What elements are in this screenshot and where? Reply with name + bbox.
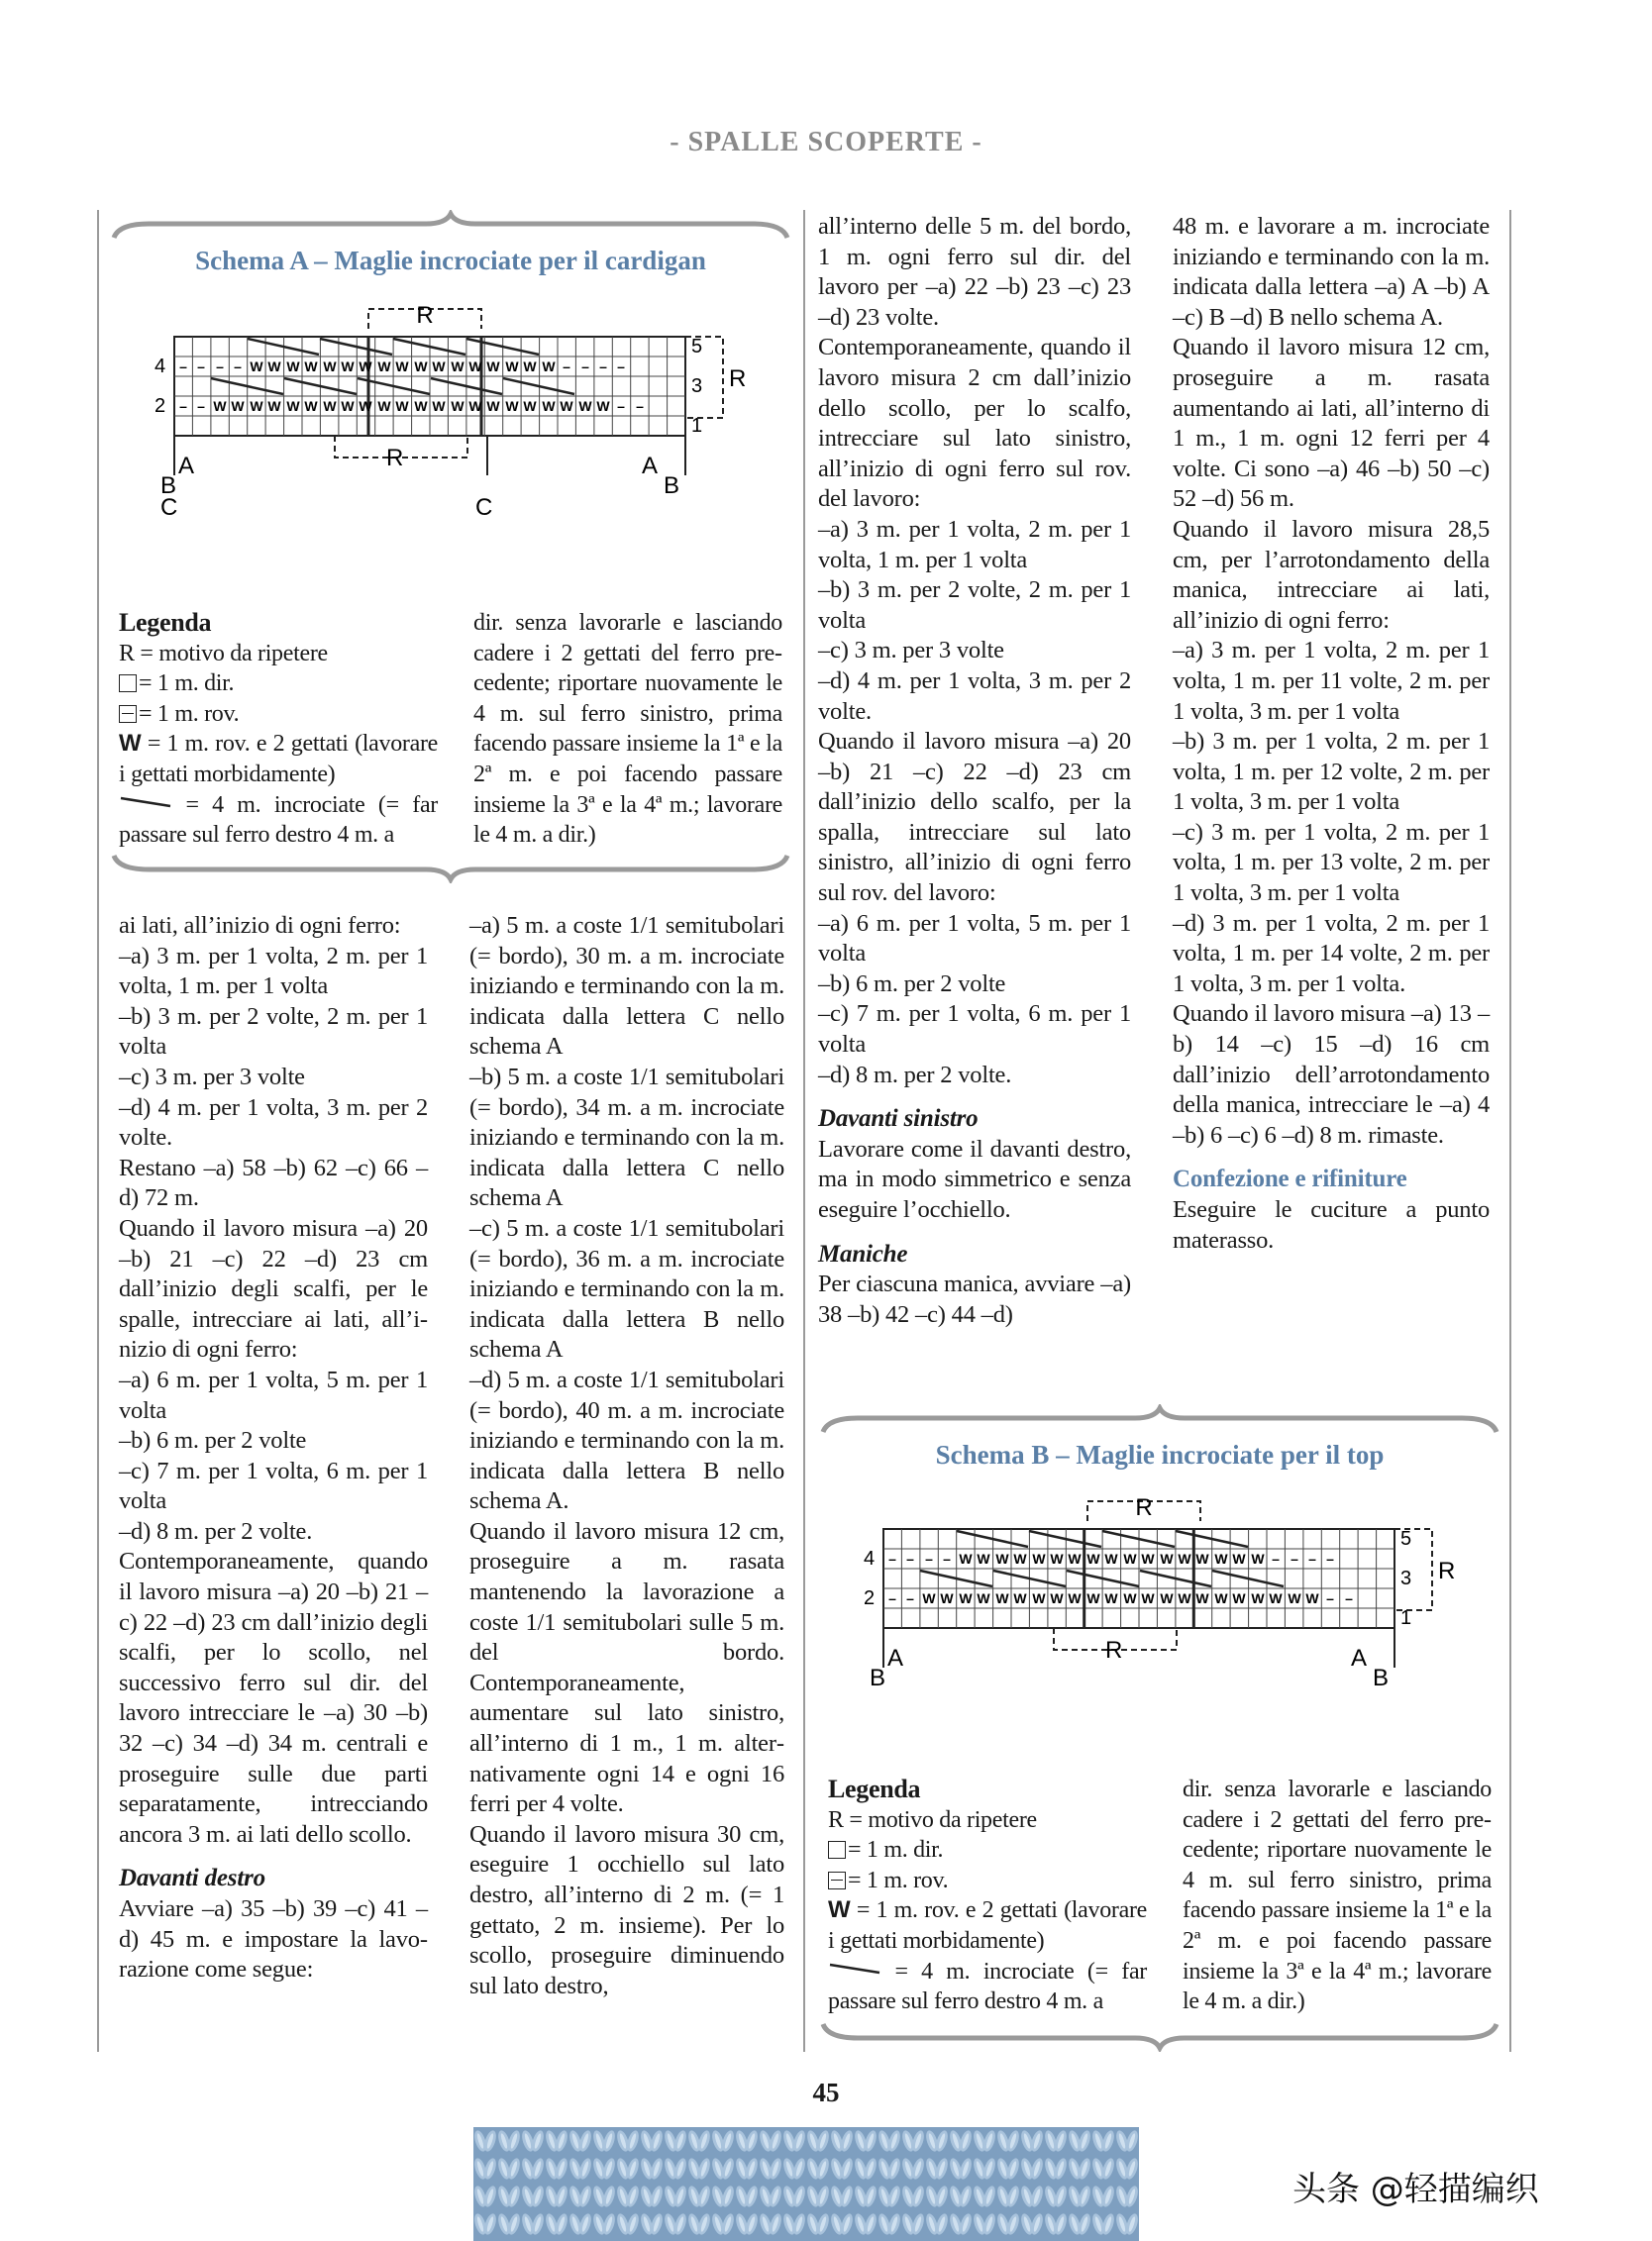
col1-para: –b) 6 m. per 2 volte: [119, 1427, 307, 1455]
card-bottom-bracket: [109, 854, 792, 883]
right-label-3: 3: [691, 375, 703, 397]
card-top-bracket: [109, 210, 792, 240]
svg-text:W: W: [1050, 1590, 1064, 1606]
col2-para: –a) 5 m. a coste 1/1 semitubolari (= bordo), 30 m. a m. incrociate iniziando e terminando con la m. indicata dalla lettera C nello schema A: [469, 912, 784, 1061]
col4-tail: Eseguire le cuciture a punto materasso.: [1173, 1196, 1490, 1254]
col1-para: Contemporaneamente, quando il lavoro misura –a) 20 –b) 21 –c) 22 –d) 23 cm dall’inizio degli scalfi, per lo scollo, nel successivo ferro sul dir. del lavoro intrecciare le –a) 30 –b) 32 –c) 34 –d) 34 m. centrali e proseguire sulle due parti separatamente, intrecciando ancora 3 m. ai lati dello scollo.: [119, 1548, 428, 1848]
col2-para: Quando il lavoro misura 30 cm, eseguire 1 occhiello sul lato destro, all’interno di 2 m. (= 1 gettato, 2 m. insieme). Per lo scollo, proseguire diminuendo sul lato destro,: [469, 1820, 784, 1999]
svg-text:–: –: [581, 358, 589, 374]
col3-para: –d) 4 m. per 1 volta, 3 m. per 2 volte.: [818, 666, 1131, 725]
legend-dir: = 1 m. dir.: [848, 1837, 944, 1864]
col4-para: 48 m. e lavorare a m. incrociate iniziando e terminando con la m. indicata dalla lettera –a) A –b) A –c) B –d) B nello schema A.: [1173, 213, 1490, 331]
svg-text:W: W: [1305, 1590, 1319, 1606]
svg-text:W: W: [359, 358, 372, 374]
svg-text:W: W: [542, 358, 556, 374]
svg-text:–: –: [599, 358, 607, 374]
svg-text:W: W: [250, 358, 263, 374]
legend-continuation: dir. senza lavorarle e lasciando cadere i 2 gettati del ferro precedente; riportare nuovamente le 4 m. sul ferro sinistro, prima facendo passare insieme la 1ª e la 2ª m. e poi facendo passare insieme la 3ª e la 4ª m.; lavorare le 4 m. a dir.): [1183, 1777, 1492, 2015]
right-label-1: 1: [1400, 1607, 1412, 1629]
spacer: [818, 1226, 1131, 1240]
col4-para: –c) 3 m. per 1 volta, 2 m. per 1 volta, 1 m. per 13 volte, 2 m. per 1 volta, 3 m. per 1 volta: [1173, 818, 1490, 907]
purl-square-icon: [828, 1872, 846, 1889]
letter-b-right: B: [1373, 1665, 1390, 1691]
svg-text:W: W: [523, 358, 537, 374]
svg-text:–: –: [906, 1590, 914, 1606]
column-1: [119, 911, 428, 1986]
column-divider-left: [97, 210, 99, 2052]
w-symbol-icon: W: [119, 730, 142, 758]
svg-text:W: W: [1068, 1590, 1082, 1606]
right-label-5: 5: [691, 336, 703, 357]
svg-text:–: –: [179, 358, 187, 374]
letter-c-left: C: [160, 494, 178, 521]
col3-para: –b) 3 m. per 2 volte, 2 m. per 1 volta: [818, 576, 1131, 634]
schema-a-chart: [149, 299, 802, 557]
letter-b-left: B: [160, 472, 177, 499]
svg-text:W: W: [231, 398, 245, 414]
svg-text:W: W: [451, 358, 465, 374]
col3-para: –c) 3 m. per 3 volte: [818, 637, 1004, 664]
svg-text:–: –: [943, 1551, 951, 1567]
svg-text:W: W: [432, 358, 446, 374]
legend-rov: = 1 m. rov.: [848, 1867, 949, 1893]
repeat-label-bottom: R: [1105, 1637, 1123, 1664]
svg-text:W: W: [286, 398, 300, 414]
schema-b-chart: [858, 1491, 1511, 1709]
knit-texture-pattern: [473, 2127, 1139, 2241]
col2-para: Quando il lavoro misura 12 cm, proseguire a m. rasata mantenendo la lavorazione a coste 1/1 semitubolari sulle 5 m. del bordo. Contemporaneamente, aumentare sul lato sinistro, all’interno di 1 m., 1 m. alternativamente ogni 14 e ogni 16 ferri per 4 volte.: [469, 1517, 784, 1818]
svg-text:–: –: [636, 398, 644, 414]
col3-para: Quando il lavoro misura –a) 20 –b) 21 –c) 22 –d) 23 cm dall’inizio dello scalfo, per la spalla, intrecciare sul lato sinistro, all’inizio di ogni ferro sul rov. del lavoro:: [818, 728, 1131, 907]
row-label-2: 2: [155, 395, 166, 417]
svg-text:W: W: [213, 398, 227, 414]
svg-text:–: –: [234, 358, 242, 374]
row-label-2: 2: [864, 1587, 876, 1609]
letter-a-left: A: [178, 453, 195, 479]
svg-text:W: W: [1160, 1590, 1174, 1606]
heading-davanti-sinistro: Davanti sinistro: [818, 1105, 979, 1133]
svg-text:–: –: [925, 1551, 933, 1567]
svg-text:W: W: [304, 398, 318, 414]
svg-text:W: W: [1269, 1590, 1283, 1606]
svg-text:–: –: [1291, 1551, 1298, 1567]
svg-text:W: W: [1013, 1551, 1027, 1567]
col2-para: –d) 5 m. a coste 1/1 semitubolari (= bordo), 40 m. a m. incrociate iniziando e terminando con la m. indicata dalla lettera B nello schema A.: [469, 1366, 784, 1515]
right-label-3: 3: [1400, 1568, 1412, 1589]
cross-line-icon: [119, 794, 172, 810]
svg-text:W: W: [1251, 1551, 1265, 1567]
svg-text:W: W: [1032, 1551, 1046, 1567]
svg-text:W: W: [1288, 1590, 1301, 1606]
svg-text:W: W: [1195, 1590, 1209, 1606]
col1-tail: Avviare –a) 35 –b) 39 –c) 41 –d) 45 m. e impostare la lavorazione come segue:: [119, 1895, 428, 1984]
repeat-label-bottom: R: [386, 445, 404, 471]
svg-text:–: –: [1308, 1551, 1316, 1567]
svg-text:–: –: [888, 1590, 896, 1606]
svg-text:W: W: [1104, 1590, 1118, 1606]
svg-text:–: –: [216, 358, 224, 374]
svg-text:W: W: [359, 398, 372, 414]
svg-text:W: W: [486, 398, 500, 414]
letter-c-right: C: [475, 494, 493, 521]
svg-text:–: –: [888, 1551, 896, 1567]
svg-text:W: W: [542, 398, 556, 414]
legend-w: = 1 m. rov. e 2 gettati (lavorare i gettati morbidamente): [119, 731, 439, 787]
svg-text:W: W: [1214, 1551, 1228, 1567]
legend-continuation: dir. senza lavorarle e lasciando cadere i 2 gettati del ferro precedente; riportare nuovamente le 4 m. sul ferro sinistro, prima facendo passare insieme la 1ª e la 2ª m. e poi facendo passare insieme la 3ª e la 4ª m.; lavorare le 4 m. a dir.): [473, 610, 782, 849]
purl-square-icon: [119, 705, 137, 723]
knit-square-icon: [119, 674, 137, 692]
svg-text:W: W: [940, 1590, 954, 1606]
spacer: [818, 1090, 1131, 1104]
col4-para: Quando il lavoro misura 12 cm, proseguire a m. rasata aumentando ai lati, all’interno di 1 m., 1 m. ogni 12 ferri per 4 volte. Ci sono –a) 46 –b) 50 –c) 52 –d) 56 m.: [1173, 334, 1490, 513]
svg-text:W: W: [977, 1590, 990, 1606]
repeat-label-top: R: [416, 302, 434, 329]
letter-a-left: A: [887, 1645, 904, 1672]
col1-para: Restano –a) 58 –b) 62 –c) 66 –d) 72 m.: [119, 1154, 428, 1212]
svg-text:–: –: [1326, 1590, 1334, 1606]
svg-text:W: W: [395, 358, 409, 374]
letter-b-left: B: [870, 1665, 886, 1691]
col3-para: all’interno delle 5 m. del bordo, 1 m. ogni ferro sul dir. del lavoro per –a) 22 –b) 23 –c) 23 –d) 23 volte.: [818, 213, 1131, 331]
svg-text:W: W: [1195, 1551, 1209, 1567]
col1-para: –d) 8 m. per 2 volte.: [119, 1517, 313, 1545]
legend-w: = 1 m. rov. e 2 gettati (lavorare i gettati morbidamente): [828, 1897, 1148, 1954]
knit-square-icon: [828, 1841, 846, 1859]
col1-para: –c) 3 m. per 3 volte: [119, 1063, 305, 1090]
svg-text:W: W: [1251, 1590, 1265, 1606]
col3-para: –a) 6 m. per 1 volta, 5 m. per 1 volta: [818, 909, 1131, 968]
col3-para: Contemporaneamente, quando il lavoro misura 2 cm dall’inizio dello scollo, per lo scalfo, intrecciare sul lato sinistro, all’inizio di ogni ferro sul rov. del lavoro:: [818, 334, 1131, 513]
side-repeat-label: R: [1438, 1558, 1456, 1584]
svg-text:W: W: [596, 398, 610, 414]
svg-text:W: W: [1141, 1551, 1155, 1567]
svg-text:W: W: [1141, 1590, 1155, 1606]
svg-text:W: W: [377, 358, 391, 374]
svg-text:W: W: [267, 398, 281, 414]
letter-a-right: A: [642, 453, 659, 479]
col2-para: –b) 5 m. a coste 1/1 semitubolari (= bordo), 34 m. a m. incrociate iniziando e terminando con la m. indicata dalla lettera C nello schema A: [469, 1063, 784, 1212]
svg-text:–: –: [1345, 1590, 1353, 1606]
col3-para: –b) 6 m. per 2 volte: [818, 969, 1006, 997]
svg-text:W: W: [1086, 1590, 1100, 1606]
svg-text:W: W: [922, 1590, 936, 1606]
svg-text:W: W: [267, 358, 281, 374]
column-divider-right: [1509, 210, 1511, 2052]
schema-a-legend-right: [473, 608, 782, 851]
heading-davanti-destro: Davanti destro: [119, 1865, 265, 1892]
col3-para: –d) 8 m. per 2 volte.: [818, 1061, 1012, 1088]
schema-a-legend-left: [119, 608, 438, 851]
col1-para: Quando il lavoro misura –a) 20 –b) 21 –c) 22 –d) 23 cm dall’inizio degli scalfi, per le spalle, intrecciare ai lati, all’inizio di ogni ferro:: [119, 1214, 428, 1364]
row-label-4: 4: [864, 1548, 876, 1570]
col3-text2: Per ciascuna manica, avviare –a) 38 –b) 42 –c) 44 –d): [818, 1271, 1131, 1328]
col3-para: –c) 7 m. per 1 volta, 6 m. per 1 volta: [818, 1000, 1131, 1059]
column-3: [818, 212, 1131, 1330]
svg-text:W: W: [505, 398, 519, 414]
svg-text:W: W: [341, 358, 355, 374]
svg-text:–: –: [906, 1551, 914, 1567]
column-2: [469, 911, 784, 2001]
schema-b-legend-left: [828, 1775, 1147, 2017]
svg-text:W: W: [505, 358, 519, 374]
watermark: 头条 @轻描编织: [1292, 2170, 1539, 2209]
svg-text:W: W: [395, 398, 409, 414]
svg-text:W: W: [1214, 1590, 1228, 1606]
letter-b-right: B: [664, 472, 680, 499]
svg-text:–: –: [617, 398, 625, 414]
letter-a-right: A: [1351, 1645, 1368, 1672]
col2-para: –c) 5 m. a coste 1/1 semitubolari (= bordo), 36 m. a m. incrociate iniziando e terminando con la m. indicata dalla lettera B nello schema A: [469, 1214, 784, 1364]
legend-dir: = 1 m. dir.: [139, 670, 235, 697]
column-divider-center: [803, 210, 805, 2052]
col4-para: –a) 3 m. per 1 volta, 2 m. per 1 volta, 1 m. per 11 volte, 2 m. per 1 volta, 3 m. per 1 volta: [1173, 637, 1490, 725]
svg-text:W: W: [1123, 1590, 1137, 1606]
page-number: 45: [812, 2078, 840, 2107]
svg-text:W: W: [1104, 1551, 1118, 1567]
col1-para: –a) 3 m. per 1 volta, 2 m. per 1 volta, 1 m. per 1 volta: [119, 942, 428, 1000]
legend-cross: = 4 m. incrociate (= far passare sul ferro destro 4 m. a: [119, 791, 438, 849]
col1-para: ai lati, all’inizio di ogni ferro:: [119, 912, 401, 939]
right-label-5: 5: [1400, 1528, 1412, 1550]
right-label-1: 1: [691, 415, 703, 437]
svg-text:–: –: [197, 358, 205, 374]
heading-maniche: Maniche: [818, 1240, 908, 1268]
legend-rov: = 1 m. rov.: [139, 700, 240, 727]
svg-text:W: W: [1178, 1551, 1191, 1567]
svg-text:W: W: [995, 1551, 1009, 1567]
col4-para: Quando il lavoro misura 28,5 cm, per l’arrotondamento della manica, intrecciare ai lati, all’inizio di ogni ferro:: [1173, 515, 1490, 634]
svg-text:W: W: [486, 358, 500, 374]
svg-text:–: –: [617, 358, 625, 374]
spacer: [1173, 1151, 1490, 1165]
col4-para: –d) 3 m. per 1 volta, 2 m. per 1 volta, 1 m. per 14 volte, 2 m. per 1 volta, 3 m. per 1 volta.: [1173, 909, 1490, 997]
svg-text:W: W: [1013, 1590, 1027, 1606]
card-bottom-bracket: [818, 2022, 1501, 2052]
column-4: [1173, 212, 1490, 1256]
svg-text:–: –: [1272, 1551, 1280, 1567]
schema-b-card: [818, 1404, 1501, 2058]
page-header: - SPALLE SCOPERTE -: [670, 127, 982, 157]
col4-para: –b) 3 m. per 1 volta, 2 m. per 1 volta, 1 m. per 12 volte, 2 m. per 1 volta, 3 m. per 1 volta: [1173, 728, 1490, 816]
col1-para: –b) 3 m. per 2 volte, 2 m. per 1 volta: [119, 1002, 428, 1061]
svg-text:–: –: [1326, 1551, 1334, 1567]
svg-text:W: W: [560, 398, 573, 414]
svg-text:–: –: [197, 398, 205, 414]
svg-text:W: W: [377, 398, 391, 414]
cross-line-icon: [828, 1961, 881, 1977]
svg-text:W: W: [1123, 1551, 1137, 1567]
svg-text:W: W: [1232, 1590, 1246, 1606]
svg-text:W: W: [414, 358, 428, 374]
svg-text:W: W: [414, 398, 428, 414]
repeat-label-top: R: [1135, 1494, 1153, 1521]
svg-text:W: W: [468, 398, 482, 414]
col4-para: Quando il lavoro misura –a) 13 –b) 14 –c) 15 –d) 16 cm dall’inizio dell’arrotondamento della manica, intrecciare le –a) 4 –b) 6 –c) 6 –d) 8 m. rimaste.: [1173, 1000, 1490, 1149]
col3-para: –a) 3 m. per 1 volta, 2 m. per 1 volta, 1 m. per 1 volta: [818, 515, 1131, 573]
schema-a-card: [109, 210, 792, 883]
svg-text:–: –: [563, 358, 570, 374]
knit-texture-image: [473, 2127, 1139, 2241]
svg-text:W: W: [323, 358, 337, 374]
side-repeat-label: R: [729, 365, 747, 392]
legend-r: R = motivo da ripetere: [119, 640, 328, 666]
svg-text:W: W: [995, 1590, 1009, 1606]
svg-text:W: W: [1050, 1551, 1064, 1567]
col3-text1: Lavorare come il davanti destro, ma in modo simmetrico e senza eseguire l’occhiello.: [818, 1135, 1131, 1223]
svg-text:W: W: [977, 1551, 990, 1567]
svg-text:–: –: [179, 398, 187, 414]
svg-text:W: W: [323, 398, 337, 414]
col1-para: –a) 6 m. per 1 volta, 5 m. per 1 volta: [119, 1366, 428, 1424]
svg-text:W: W: [523, 398, 537, 414]
svg-text:W: W: [1032, 1590, 1046, 1606]
svg-text:W: W: [959, 1590, 973, 1606]
schema-b-legend-right: [1183, 1775, 1492, 2017]
svg-text:W: W: [578, 398, 592, 414]
svg-text:W: W: [1178, 1590, 1191, 1606]
svg-text:W: W: [959, 1551, 973, 1567]
svg-text:W: W: [304, 358, 318, 374]
schema-a-title: Schema A – Maglie incrociate per il cardigan: [195, 246, 706, 275]
svg-text:W: W: [1160, 1551, 1174, 1567]
legend-cross: = 4 m. incrociate (= far passare sul ferro destro 4 m. a: [828, 1958, 1147, 2015]
svg-text:W: W: [468, 358, 482, 374]
card-top-bracket: [818, 1404, 1501, 1434]
col1-para: –d) 4 m. per 1 volta, 3 m. per 2 volte.: [119, 1093, 428, 1152]
legend-title: Legenda: [828, 1775, 921, 1803]
legend-r: R = motivo da ripetere: [828, 1806, 1037, 1833]
svg-text:W: W: [432, 398, 446, 414]
heading-confezione: Confezione e rifiniture: [1173, 1166, 1407, 1193]
schema-b-title: Schema B – Maglie incrociate per il top: [935, 1440, 1385, 1470]
legend-title: Legenda: [119, 608, 212, 637]
row-label-4: 4: [155, 356, 166, 377]
svg-text:W: W: [341, 398, 355, 414]
col1-para: –c) 7 m. per 1 volta, 6 m. per 1 volta: [119, 1457, 428, 1515]
svg-text:W: W: [451, 398, 465, 414]
w-symbol-icon: W: [828, 1896, 851, 1924]
svg-text:W: W: [250, 398, 263, 414]
svg-text:W: W: [1068, 1551, 1082, 1567]
svg-text:W: W: [286, 358, 300, 374]
svg-text:W: W: [1086, 1551, 1100, 1567]
spacer: [119, 1850, 428, 1864]
svg-text:W: W: [1232, 1551, 1246, 1567]
